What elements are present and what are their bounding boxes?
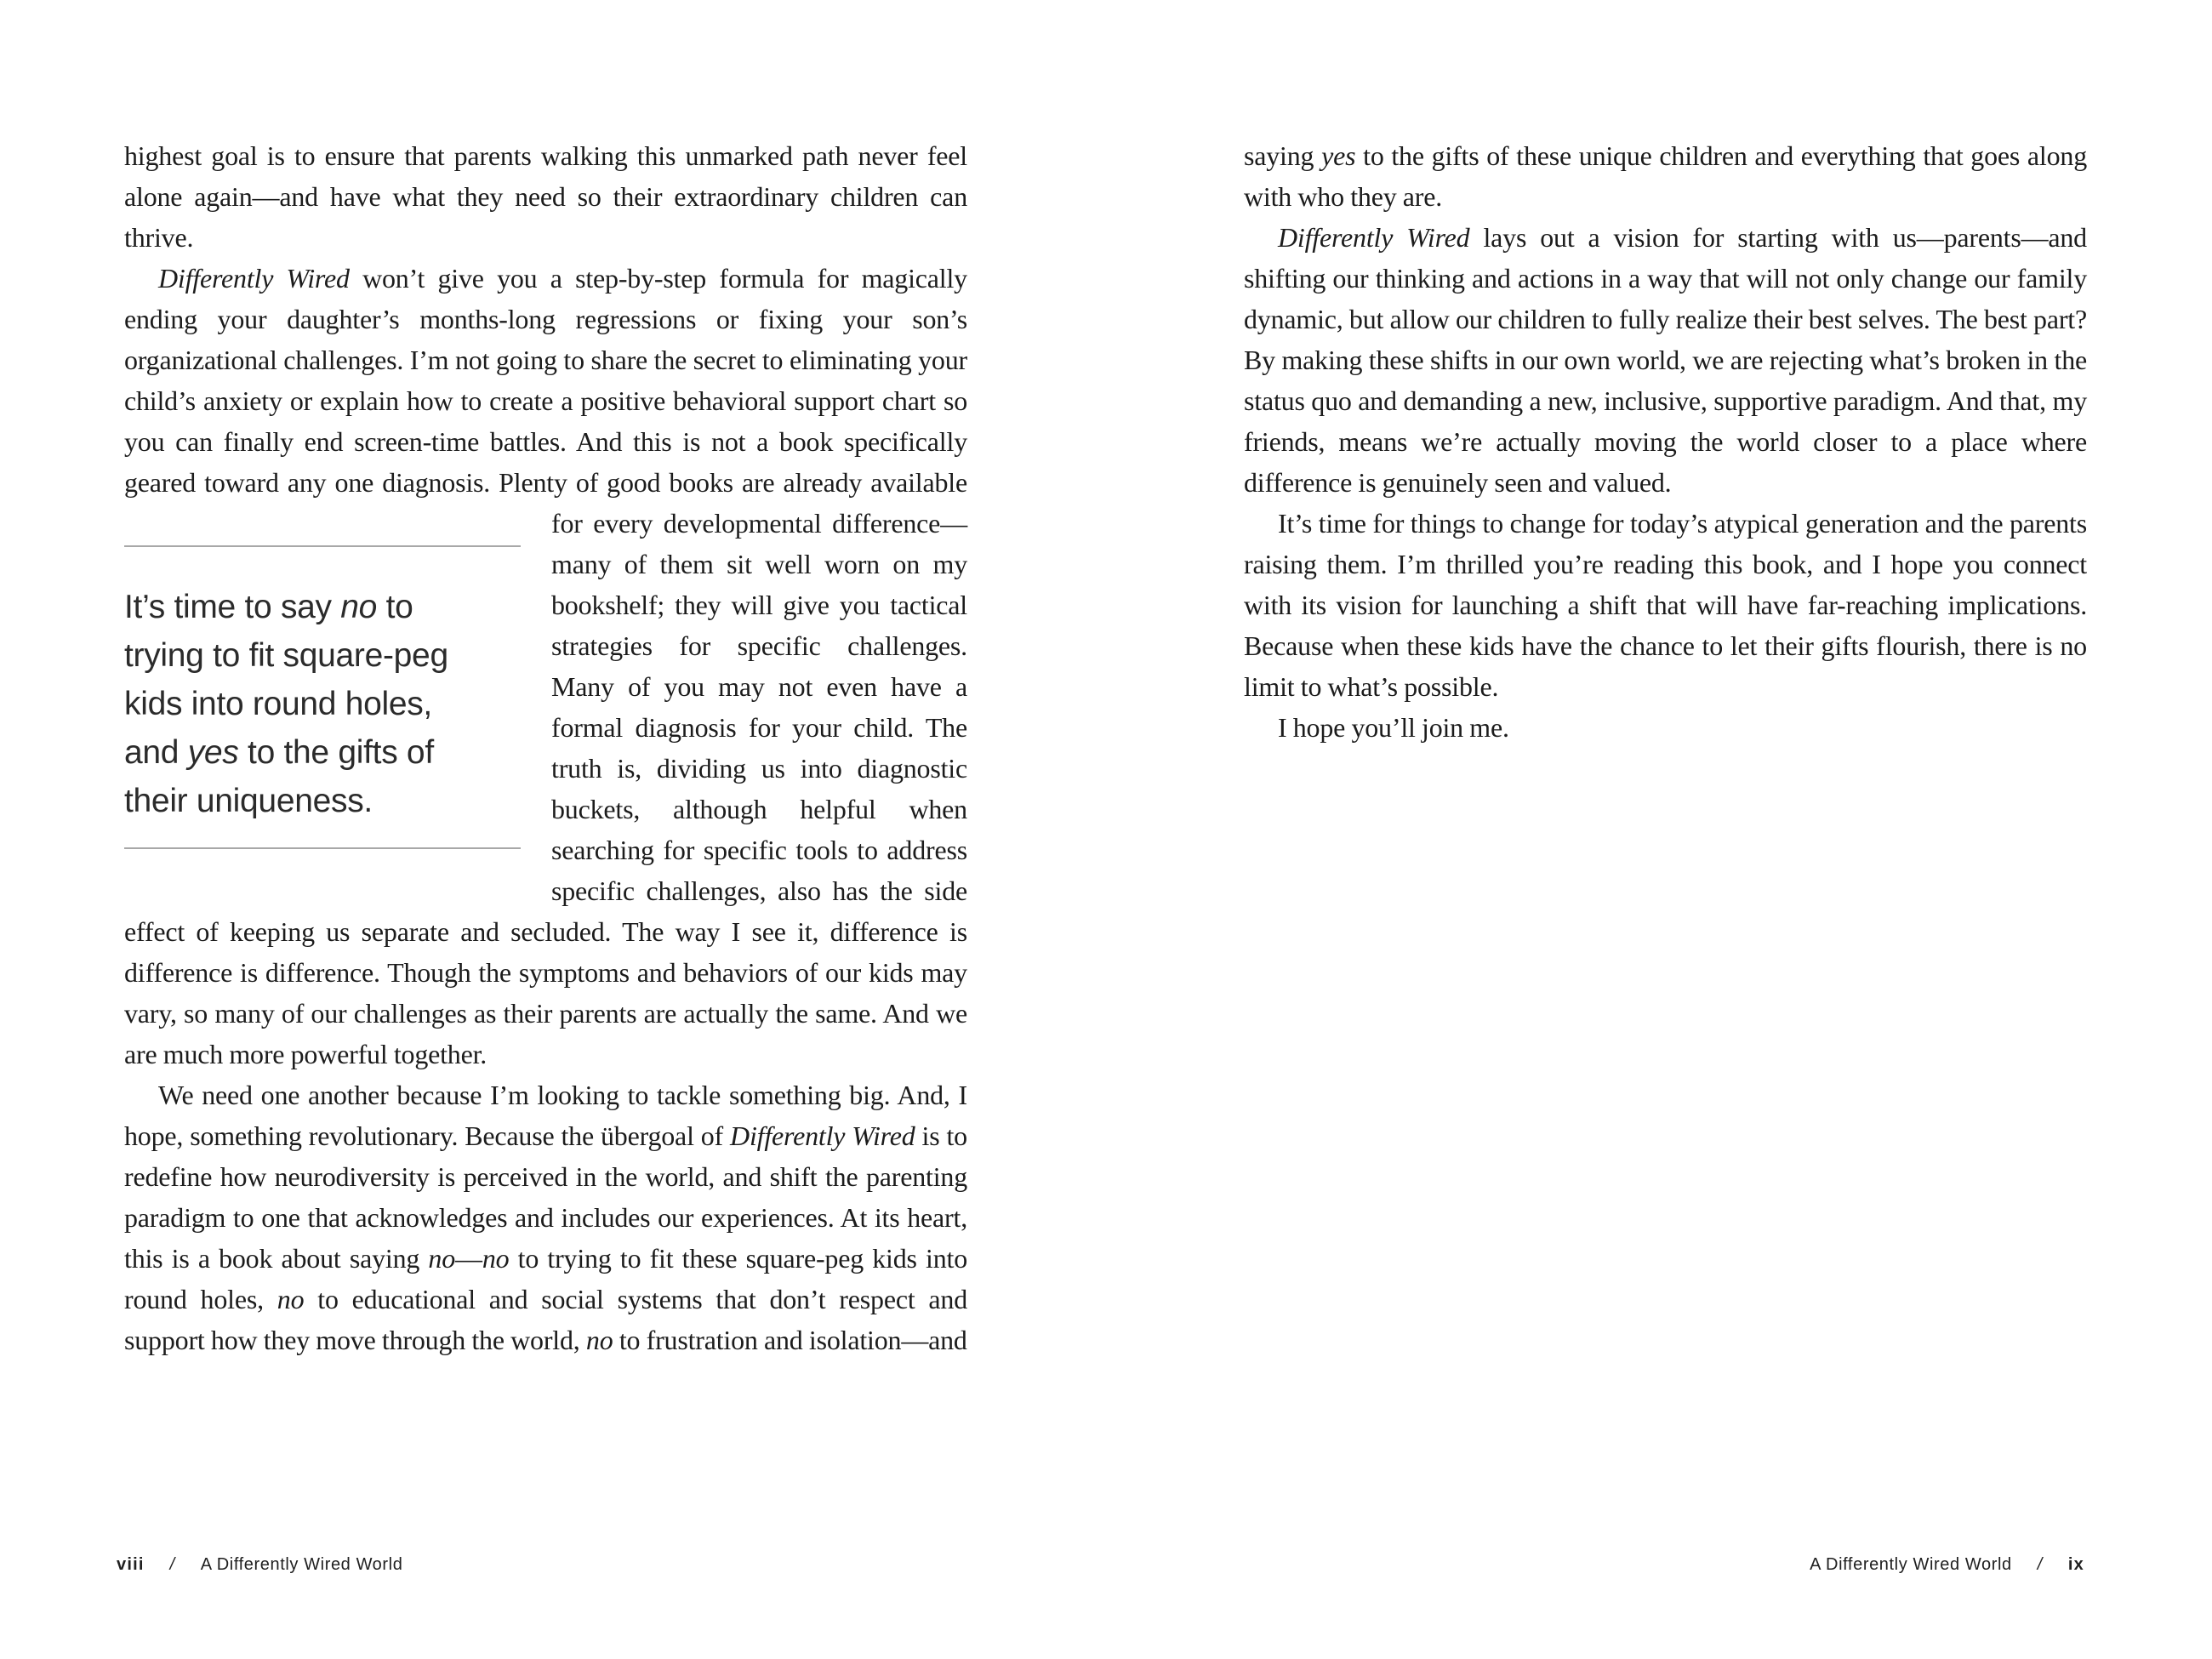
page-number: viii	[117, 1555, 145, 1574]
page-right	[1106, 0, 2212, 1659]
right-text-column	[1244, 135, 2087, 748]
body-paragraph: I hope you’ll join me.	[1278, 712, 1509, 743]
paragraph-text-after-quote: difference—many of them sit well worn on my bookshelf; they will give you tactical strategies for specific challenges. Many of you may not even have a formal diagnosis for your child. The truth is, dividing us into diagnostic buckets, although helpful when searching for specific tools to address specific challenges, also has the side effect of keeping us separate and secluded. The way I see it, difference is difference is difference. Though the symptoms and behaviors of our kids may vary, so many of our challenges as their parents are actually the same. And we are much more powerful together.	[124, 508, 967, 1069]
pull-quote-lines: It’s time to say no to trying to fit square-peg kids into round holes, and yes to the gifts of their uniqueness.	[124, 589, 448, 819]
footer-slash: /	[2037, 1555, 2043, 1574]
body-paragraph: highest goal is to ensure that parents walking this unmarked path never feel alone again—and have what they need so their extraordinary children can thrive.	[124, 140, 967, 253]
body-paragraph-with-pullquote	[124, 258, 967, 1075]
body-paragraph: Differently Wired lays out a vision for starting with us—parents—and shifting our thinking and actions in a way that will not only change our family dynamic, but allow our children to fully realize their best selves. The best part? By making these shifts in our own world, we are rejecting what’s broken in the status quo and demanding a new, inclusive, supportive paradigm. And that, my friends, means we’re actually moving the world closer to a place where difference is genuinely seen and valued.	[1244, 222, 2087, 498]
page-number: ix	[2067, 1555, 2084, 1574]
body-paragraph: We need one another because I’m looking to tackle something big. And, I hope, something revolutionary. Because the übergoal of Differently Wired is to redefine how neurodiversity is perceived in the world, and shift the parenting paradigm to one that acknowledges and includes our experiences. At its heart, this is a book about saying no—no to trying to fit these square-peg kids into round holes, no to educational and social systems that don’t respect and support how they move through the world, no to frustration and isolation—and	[124, 1080, 968, 1355]
running-title: A Differently Wired World	[200, 1555, 403, 1574]
left-text-column	[124, 135, 967, 1360]
footer-right	[1810, 1554, 2084, 1576]
running-title: A Differently Wired World	[1810, 1555, 2012, 1574]
body-paragraph: It’s time for things to change for today’s atypical generation and the parents raising them. I’m thrilled you’re reading this book, and I hope you connect with its vision for launching a shift that will have far-reaching implications. Because when these kids have the chance to let their gifts flourish, there is no limit to what’s possible.	[1244, 508, 2087, 702]
footer-slash: /	[169, 1555, 175, 1574]
paragraph-text-before-quote: Differently Wired won’t give you a step-by-step formula for magically ending your daughter’s months-long regressions or fixing your son’s organizational challenges. I’m not going to share the secret to eliminating your child’s anxiety or explain how to create a positive behavioral support chart so you can finally end screen-time battles. And this is not a book specifically geared toward any one diagnosis. Plenty of good books are already available for every developmental	[124, 263, 967, 539]
pull-quote	[124, 545, 521, 849]
footer-left	[117, 1554, 402, 1576]
body-paragraph: saying yes to the gifts of these unique children and everything that goes along with who they are.	[1244, 140, 2087, 212]
